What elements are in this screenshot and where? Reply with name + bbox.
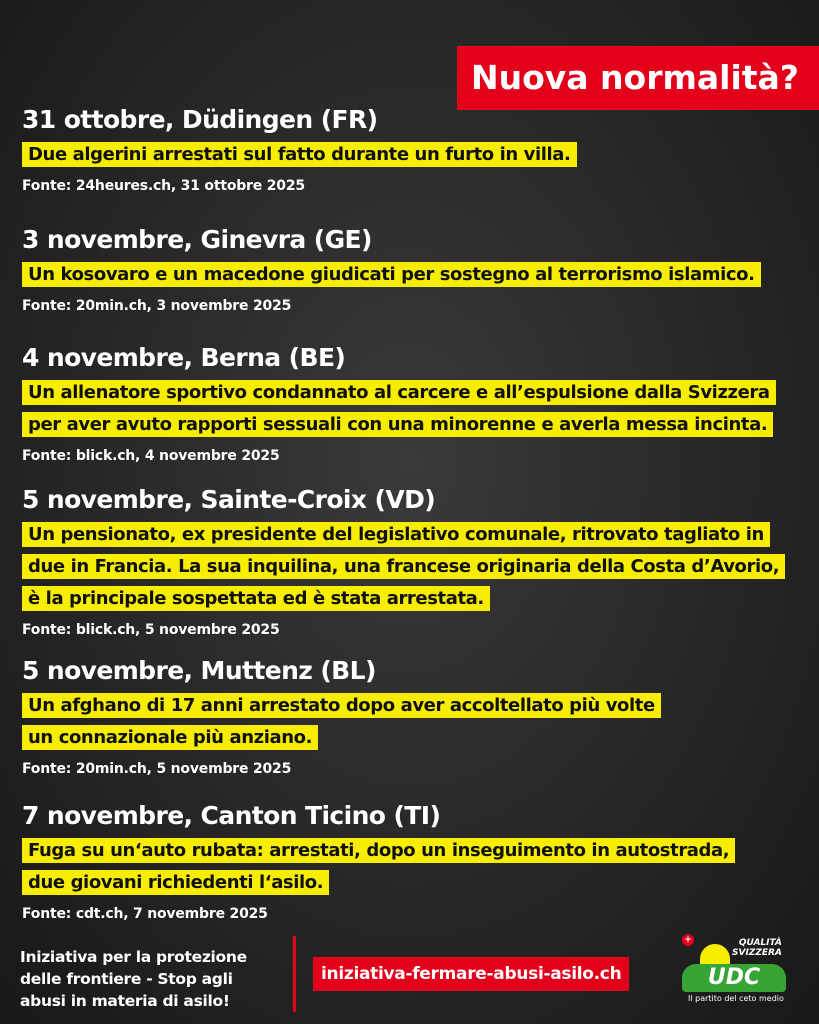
event-item [22,800,735,922]
initiative-url-link[interactable]: iniziativa-fermare-abusi-asilo.ch [313,957,629,991]
event-source: Fonte: 20min.ch, 5 novembre 2025 [22,761,292,777]
event-description-line: è la principale sospettata ed è stata arrestata. [22,586,490,611]
logo-subtitle: Il partito del ceto medio [688,994,784,1003]
event-source: Fonte: 24heures.ch, 31 ottobre 2025 [22,178,305,194]
event-heading: 31 ottobre, Düdingen (FR) [22,105,378,134]
initiative-line: abusi in materia di asilo! [20,992,230,1010]
event-heading: 4 novembre, Berna (BE) [22,343,346,372]
event-description-line: Un pensionato, ex presidente del legislativo comunale, ritrovato tagliato in [22,522,770,547]
event-item [22,342,776,464]
event-source: Fonte: blick.ch, 5 novembre 2025 [22,622,280,638]
udc-logo [672,930,792,1010]
event-item [22,104,577,194]
event-description-line: Fuga su un‘auto rubata: arrestati, dopo un inseguimento in autostrada, [22,838,735,863]
event-source: Fonte: cdt.ch, 7 novembre 2025 [22,906,268,922]
event-description-line: Un allenatore sportivo condannato al carcere e all’espulsione dalla Svizzera [22,380,776,405]
logo-name: UDC [682,964,786,992]
event-item [22,484,785,638]
event-heading: 3 novembre, Ginevra (GE) [22,225,372,254]
event-heading: 5 novembre, Muttenz (BL) [22,656,376,685]
event-item [22,224,761,314]
event-description-line: per aver avuto rapporti sessuali con una minorenne e averla messa incinta. [22,412,773,437]
event-heading: 7 novembre, Canton Ticino (TI) [22,801,441,830]
event-description-line: due giovani richiedenti l‘asilo. [22,870,329,895]
initiative-line: delle frontiere - Stop agli [20,970,233,988]
initiative-text [20,946,280,1012]
event-description-line: Un afghano di 17 anni arrestato dopo aver accoltellato più volte [22,693,661,718]
event-description-line: Un kosovaro e un macedone giudicati per sostegno al terrorismo islamico. [22,262,761,287]
event-description-line: due in Francia. La sua inquilina, una francese originaria della Costa d’Avorio, [22,554,785,579]
footer-divider [293,936,296,1012]
initiative-line: Iniziativa per la protezione [20,948,247,966]
page-title: Nuova normalità? [457,46,819,110]
event-heading: 5 novembre, Sainte-Croix (VD) [22,485,436,514]
event-item [22,655,661,777]
logo-tagline: QUALITÀ SVIZZERA [732,938,782,958]
event-description-line: un connazionale più anziano. [22,725,318,750]
event-source: Fonte: 20min.ch, 3 novembre 2025 [22,298,292,314]
event-description-line: Due algerini arrestati sul fatto durante un furto in villa. [22,142,577,167]
event-source: Fonte: blick.ch, 4 novembre 2025 [22,448,280,464]
swiss-cross-icon: + [682,934,694,946]
